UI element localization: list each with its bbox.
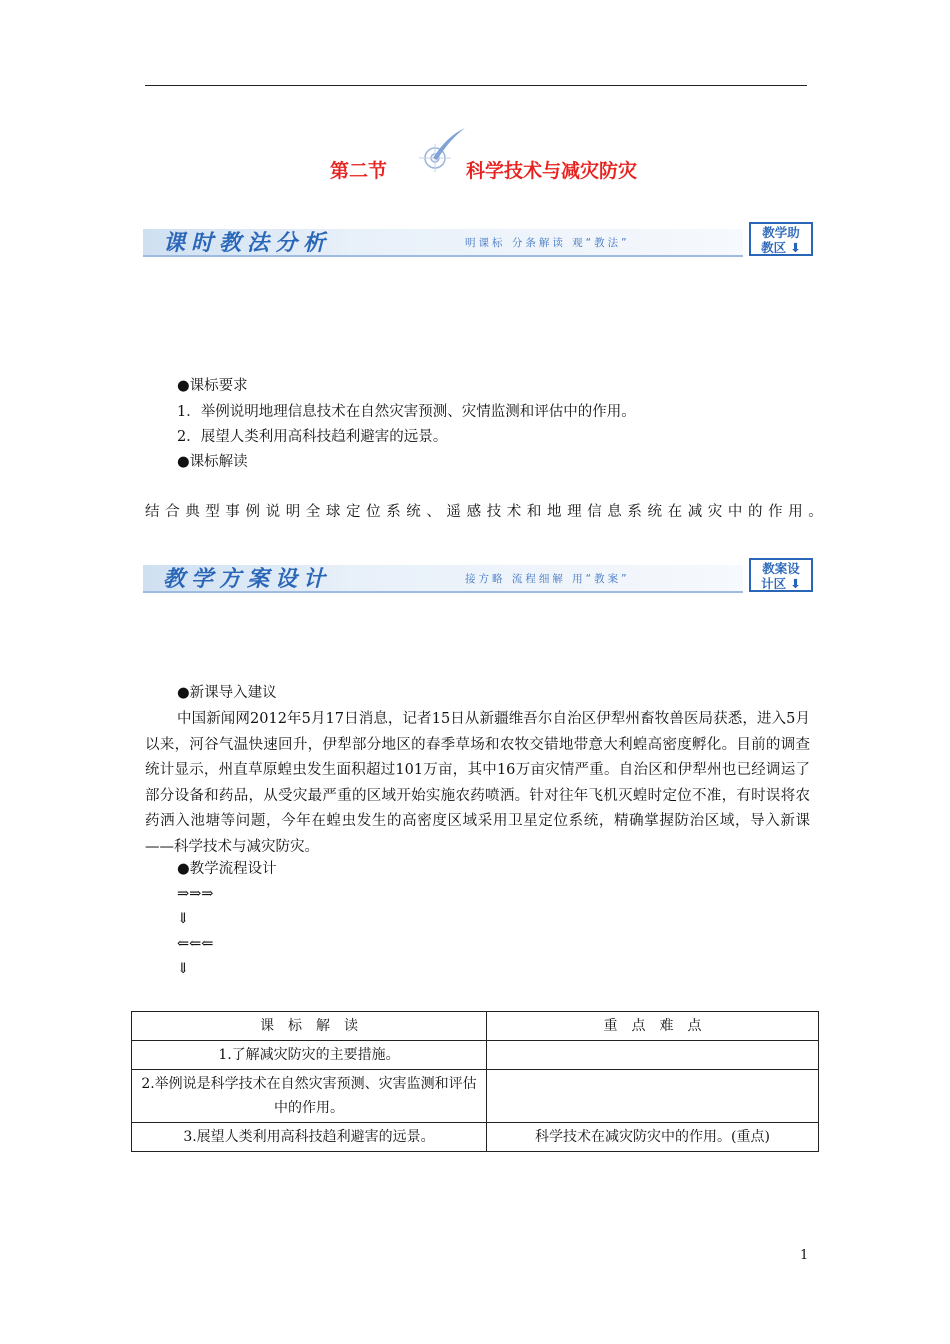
table-header-cell: 重 点 难 点: [487, 1012, 819, 1041]
top-rule: [145, 85, 807, 86]
table-row: [132, 1123, 819, 1152]
box-line-1: 教学助: [762, 225, 800, 240]
table-cell: 1.了解减灾防灾的主要措施。: [132, 1041, 487, 1070]
intro-heading: ●新课导入建议: [177, 685, 277, 701]
flow-arrows-right: ⇒⇒⇒: [177, 886, 214, 902]
flow-arrows-left: ⇐⇐⇐: [177, 936, 214, 952]
table-row: [132, 1070, 819, 1123]
flow-heading: ●教学流程设计: [177, 861, 277, 877]
banner-heading: 教学方案设计: [163, 566, 332, 592]
teaching-aid-link[interactable]: [749, 222, 813, 256]
page-title: 科学技术与减灾防灾: [466, 160, 638, 182]
interpretation-text: 结合典型事例说明全球定位系统、遥感技术和地理信息系统在减灾中的作用。: [145, 504, 829, 520]
comet-emblem-icon: [405, 126, 467, 174]
requirement-item-1: 1．举例说明地理信息技术在自然灾害预测、灾情监测和评估中的作用。: [177, 404, 636, 420]
flow-arrow-down-2: ⇓: [177, 961, 190, 977]
table-cell: 3.展望人类利用高科技趋利避害的远景。: [132, 1123, 487, 1152]
box-line-2: 计区 ⬇: [761, 576, 801, 591]
page-number: 1: [800, 1248, 809, 1263]
box-line-1: 教案设: [762, 561, 800, 576]
table-cell: 2.举例说是科学技术在自然灾害预测、灾害监测和评估中的作用。: [132, 1070, 487, 1123]
requirement-item-2: 2．展望人类利用高科技趋利避害的远景。: [177, 429, 448, 445]
banner-heading: 课时教法分析: [163, 230, 332, 256]
banner-subheading: 接方略 流程细解 用“教案”: [465, 573, 630, 585]
table-cell: [487, 1041, 819, 1070]
intro-paragraph: 中国新闻网2012年5月17日消息，记者15日从新疆维吾尔自治区伊犁州畜牧兽医局获悉，进入5月以来，河谷气温快速回升，伊犁部分地区的春季草场和农牧交错地带意大利蝗高密度孵化。目前的调查统计显示，州直草原蝗虫发生面积超过101万亩，其中16万亩灾情严重。自治区和伊犁州也已经调运了部分设备和药品，从受灾最严重的区域开始实施农药喷洒。针对往年飞机灭蝗时定位不准，有时误将农药洒入池塘等问题，今年在蝗虫发生的高密度区域采用卫星定位系统，精确掌握防治区域，导入新课——科学技术与减灾防灾。: [145, 711, 810, 855]
table-header-row: [132, 1012, 819, 1041]
interpretation-heading: ●课标解读: [177, 454, 248, 470]
banner-lesson-design: [143, 558, 815, 594]
curriculum-table: [131, 1011, 819, 1152]
banner-lesson-analysis: [143, 222, 815, 258]
requirements-heading: ●课标要求: [177, 378, 248, 394]
table-row: [132, 1041, 819, 1070]
table-header-cell: 课 标 解 读: [132, 1012, 487, 1041]
section-number: 第二节: [330, 160, 388, 182]
table-cell: 科学技术在减灾防灾中的作用。(重点): [487, 1123, 819, 1152]
lesson-plan-link[interactable]: [749, 558, 813, 592]
box-line-2: 教区 ⬇: [761, 240, 801, 255]
flow-arrow-down-1: ⇓: [177, 911, 190, 927]
banner-subheading: 明课标 分条解读 观“教法”: [465, 237, 630, 249]
table-cell: [487, 1070, 819, 1123]
